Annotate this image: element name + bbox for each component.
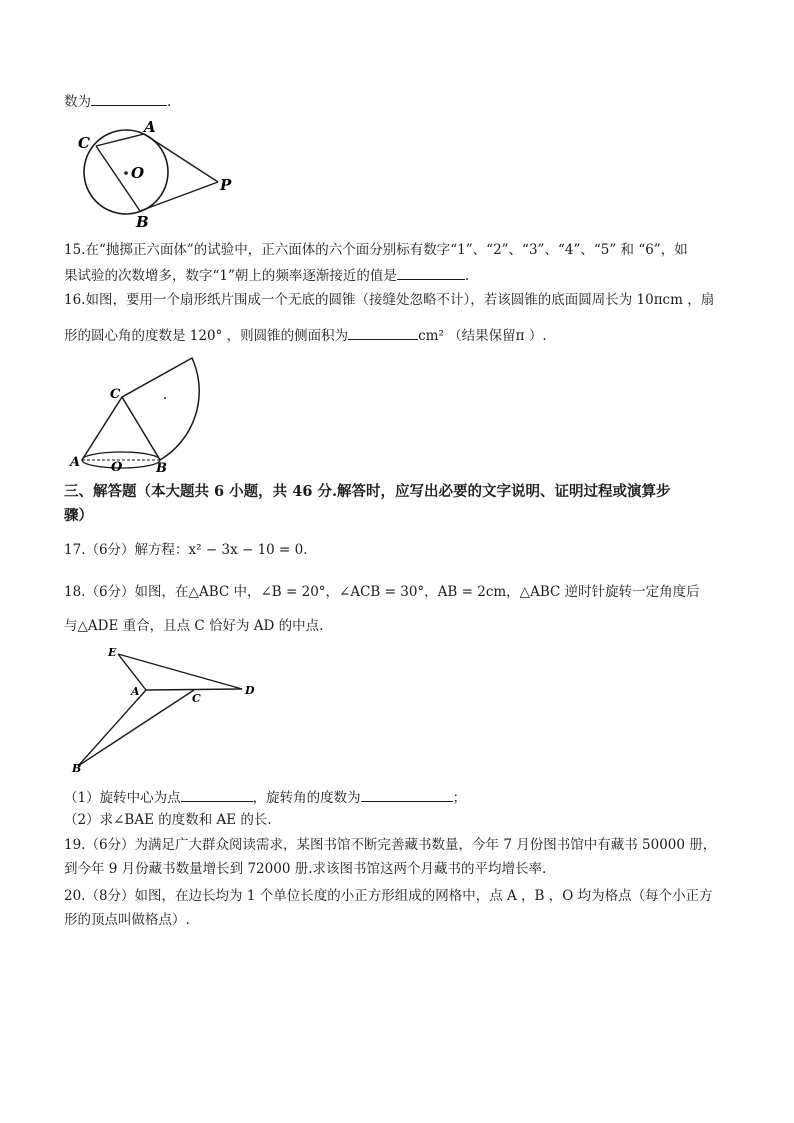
q18-sub-2: （2）求∠BAE 的度数和 AE 的长. — [64, 812, 272, 828]
q17-text: 17.（6分）解方程：x² − 3x − 10 = 0. — [64, 542, 308, 558]
q14-text: 数为 — [64, 94, 91, 110]
fig2-label-c: C — [110, 387, 121, 402]
section-3-heading-line-2: 骤） — [64, 507, 93, 524]
fig1-label-c: C — [78, 134, 90, 152]
q14-answer-blank[interactable] — [91, 91, 167, 106]
figure-circle-tangents — [70, 118, 240, 230]
q18-line-1: 18.（6分）如图，在△ABC 中，∠B = 20°，∠ACB = 30°，AB = 2cm，△ABC 逆时针旋转一定角度后 — [64, 584, 700, 600]
section-3-heading-line-1: 三、解答题（本大题共 6 小题，共 46 分.解答时，应写出必要的文字说明、证明过程或演算步 — [64, 483, 671, 500]
q20-line-2: 形的顶点叫做格点）. — [64, 912, 190, 928]
q18-center-blank[interactable] — [181, 787, 253, 802]
q16-answer-blank[interactable] — [348, 325, 418, 340]
fig2-label-o: O — [111, 460, 123, 475]
fig3-label-c: C — [192, 692, 201, 705]
fig3-label-e: E — [108, 646, 117, 659]
fig1-label-a: A — [144, 118, 156, 136]
fig2-label-b: B — [156, 461, 167, 476]
figure-rotated-triangles — [70, 644, 270, 776]
q15-answer-blank[interactable] — [397, 265, 465, 280]
fig2-label-a: A — [70, 455, 81, 470]
q16-line-2: 形的圆心角的度数是 120° ，则圆锥的侧面积为 cm² （结果保留π ）. — [64, 325, 547, 345]
figure-cone-sector — [68, 355, 208, 475]
fig1-label-b: B — [136, 213, 149, 231]
fig3-label-b: B — [72, 762, 82, 775]
q14-line: 数为 . — [64, 91, 171, 111]
q18-sub-1: （1）旋转中心为点 ，旋转角的度数为 ； — [64, 787, 466, 807]
q15-line-2: 果试验的次数增多，数字“1”朝上的频率逐渐接近的值是 . — [64, 265, 469, 285]
q20-line-1: 20.（8分）如图，在边长均为 1 个单位长度的小正方形组成的网格中，点 A ，B ，O 均为格点（每个小正方 — [64, 888, 713, 904]
q16-line-1: 16.如图，要用一个扇形纸片围成一个无底的圆锥（接缝处忽略不计），若该圆锥的底面圆周长为 10πcm ，扇 — [64, 292, 715, 308]
q18-angle-blank[interactable] — [361, 787, 453, 802]
q18-line-2: 与△ADE 重合，且点 C 恰好为 AD 的中点. — [64, 618, 324, 634]
fig1-label-o: O — [131, 164, 145, 182]
q19-line-2: 到今年 9 月份藏书数量增长到 72000 册.求该图书馆这两个月藏书的平均增长率. — [64, 861, 547, 877]
fig1-label-p: P — [220, 176, 232, 194]
q15-line-1: 15.在“抛掷正六面体”的试验中，正六面体的六个面分别标有数字“1”、“2”、“3”、“4”、“5” 和 “6”，如 — [64, 242, 688, 258]
fig3-label-a: A — [131, 685, 140, 698]
fig3-label-d: D — [245, 684, 255, 697]
q19-line-1: 19.（6分）为满足广大群众阅读需求，某图书馆不断完善藏书数量，今年 7 月份图书馆中有藏书 50000 册， — [64, 837, 717, 853]
